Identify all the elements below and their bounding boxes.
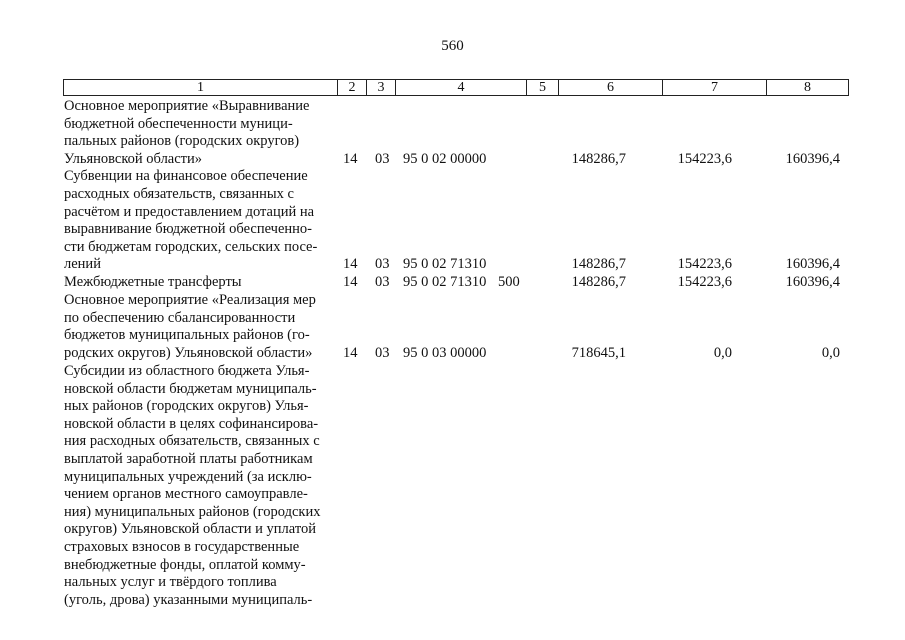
description-line: Ульяновской области» [64,150,203,167]
column-header-5: 5 [527,80,559,96]
cell-amount-3: 160396,4 [785,256,840,273]
description-line: муниципальных учреждений (за исклю- [64,468,312,485]
cell-amount-1: 148286,7 [571,150,626,167]
column-header-7: 7 [663,80,767,96]
description-line: выплатой заработной платы работникам [64,450,313,467]
cell-amount-3: 160396,4 [785,150,840,167]
cell-subsection: 03 [375,344,390,361]
cell-subsection: 03 [375,274,390,290]
row-description [64,363,336,609]
cell-subsection: 03 [375,256,390,273]
cell-amount-1: 148286,7 [571,256,626,273]
description-line: бюджетной обеспеченности муници- [64,115,293,132]
description-line: новской области в целях софинансирова- [64,415,319,432]
page-number: 560 [441,38,464,54]
column-header-2: 2 [338,80,367,96]
column-header-row [63,79,849,96]
description-line: ния расходных обязательств, связанных с [64,433,320,450]
column-header-4: 4 [396,80,527,96]
cell-subsection: 03 [375,150,390,167]
column-header-3: 3 [367,80,396,96]
cell-amount-3: 160396,4 [785,274,840,290]
row-description [64,274,336,292]
description-line: сти бюджетам городских, сельских посе- [64,238,318,255]
cell-amount-1: 718645,1 [571,344,626,361]
description-line: Основное мероприятие «Выравнивание [64,98,310,114]
description-line: лений [64,256,101,273]
description-line: Межбюджетные трансферты [64,274,242,290]
description-line: расходных обязательств, связанных с [64,185,294,202]
cell-section: 14 [343,274,358,290]
cell-target-code: 95 0 02 00000 [403,150,487,167]
description-line: ния) муниципальных районов (городских [64,503,321,520]
description-line: Основное мероприятие «Реализация мер [64,292,316,308]
description-line: выравнивание бюджетной обеспеченно- [64,221,312,238]
cell-amount-2: 0,0 [713,344,732,361]
column-header-1: 1 [64,80,338,96]
cell-section: 14 [343,344,358,361]
description-line: новской области бюджетам муниципаль- [64,380,317,397]
cell-target-code: 95 0 02 71310 [403,274,487,290]
cell-section: 14 [343,150,358,167]
column-header-8: 8 [767,80,849,96]
description-line: чением органов местного самоуправле- [64,486,308,503]
description-line: по обеспечению сбалансированности [64,309,296,326]
cell-amount-2: 154223,6 [677,274,732,290]
row-description [64,292,336,362]
cell-target-code: 95 0 03 00000 [403,344,487,361]
description-line: внебюджетные фонды, оплатой комму- [64,556,306,573]
cell-amount-2: 154223,6 [677,256,732,273]
row-description [64,168,336,274]
cell-section: 14 [343,256,358,273]
description-line: Субвенции на финансовое обеспечение [64,168,308,185]
cell-amount-3: 0,0 [821,344,840,361]
description-line: бюджетов муниципальных районов (го- [64,327,310,344]
description-line: расчётом и предоставлением дотаций на [64,203,315,220]
column-header-6: 6 [559,80,663,96]
cell-target-code: 95 0 02 71310 [403,256,487,273]
description-line: нальных услуг и твёрдого топлива [64,574,277,591]
description-line: Субсидии из областного бюджета Улья- [64,363,310,379]
row-description [64,98,336,168]
cell-amount-2: 154223,6 [677,150,732,167]
description-line: (уголь, дрова) указанными муниципаль- [64,591,313,608]
cell-expense-type: 500 [498,274,520,290]
cell-amount-1: 148286,7 [571,274,626,290]
description-line: пальных районов (городских округов) [64,133,300,150]
description-line: родских округов) Ульяновской области» [64,344,313,361]
description-line: ных районов (городских округов) Улья- [64,398,309,415]
description-line: страховых взносов в государственные [64,538,300,555]
description-line: округов) Ульяновской области и уплатой [64,521,316,538]
